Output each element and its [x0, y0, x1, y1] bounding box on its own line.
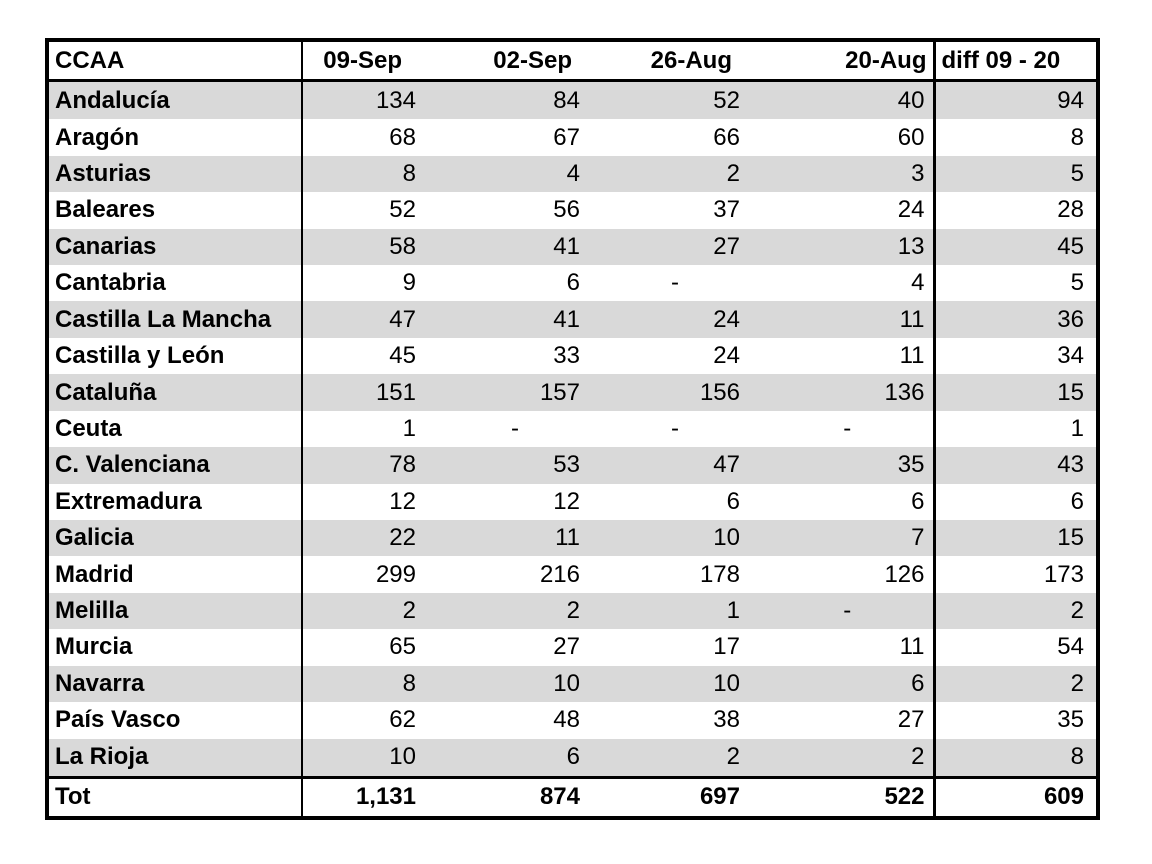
value-cell: 27	[553, 633, 580, 661]
region-name: Canarias	[49, 229, 302, 265]
value-cell: 40	[764, 81, 934, 120]
table-row	[49, 265, 1096, 301]
table-row	[49, 447, 1096, 483]
value-cell: 134	[302, 81, 444, 120]
region-name: Madrid	[49, 556, 302, 592]
value-cell: -	[764, 593, 934, 629]
diff-cell: 34	[934, 338, 1096, 374]
value-cell: 10	[444, 666, 604, 702]
value-cell: 4	[911, 269, 925, 297]
value-cell: 136	[764, 374, 934, 410]
value-cell: 68	[389, 123, 416, 151]
header-col-02-sep: 02-Sep	[444, 42, 604, 81]
diff-cell: 15	[934, 374, 1096, 410]
value-cell: 697	[604, 777, 764, 816]
value-cell: 62	[389, 706, 416, 734]
value-cell: 157	[444, 374, 604, 410]
value-cell: 41	[444, 229, 604, 265]
region-name: Melilla	[49, 593, 302, 629]
value-cell: 45	[389, 342, 416, 370]
ccaa-data-table	[49, 42, 1096, 816]
diff-cell: 35	[934, 702, 1096, 738]
total-row	[49, 777, 1096, 816]
value-cell: 1	[604, 593, 764, 629]
diff-cell: 36	[934, 301, 1096, 337]
value-cell: 52	[389, 196, 416, 224]
value-cell: 78	[302, 447, 444, 483]
table-body	[49, 42, 1096, 816]
table-row	[49, 411, 1096, 447]
value-cell: 53	[444, 447, 604, 483]
value-cell: 17	[713, 633, 740, 661]
value-cell: 84	[444, 81, 604, 120]
diff-cell: 6	[934, 484, 1096, 520]
table-row	[49, 484, 1096, 520]
value-cell: 11	[764, 301, 934, 337]
region-name: País Vasco	[49, 702, 302, 738]
value-cell: 2	[604, 156, 764, 192]
region-name: Navarra	[49, 666, 302, 702]
value-cell: 41	[444, 301, 604, 337]
value-cell: 126	[884, 560, 925, 588]
value-cell: 2	[764, 739, 934, 778]
region-name: Ceuta	[49, 411, 302, 447]
value-cell: 60	[897, 123, 925, 151]
value-cell: 299	[375, 560, 416, 588]
value-cell: 6	[911, 487, 925, 515]
value-cell: 151	[302, 374, 444, 410]
value-cell: 48	[553, 706, 580, 734]
diff-cell: 609	[934, 777, 1096, 816]
value-cell: 56	[553, 196, 580, 224]
diff-cell: 2	[934, 666, 1096, 702]
value-cell: 27	[897, 706, 925, 734]
value-cell: 6	[444, 739, 604, 778]
diff-cell: 8	[934, 119, 1096, 155]
value-cell: 66	[713, 123, 740, 151]
region-name: Cataluña	[49, 374, 302, 410]
value-cell: 2	[302, 593, 444, 629]
region-name: Asturias	[49, 156, 302, 192]
value-cell: -	[843, 414, 852, 442]
table-row	[49, 338, 1096, 374]
region-name: Extremadura	[49, 484, 302, 520]
table-row	[49, 666, 1096, 702]
ccaa-table-frame	[45, 38, 1100, 820]
diff-cell: 43	[934, 447, 1096, 483]
value-cell: 3	[764, 156, 934, 192]
table-row	[49, 520, 1096, 556]
region-name: C. Valenciana	[49, 447, 302, 483]
value-cell: 10	[302, 739, 444, 778]
table-row	[49, 739, 1096, 778]
table-row	[49, 702, 1096, 738]
value-cell: 11	[899, 633, 925, 661]
region-name: Andalucía	[49, 81, 302, 120]
table-row	[49, 192, 1096, 228]
value-cell: 24	[604, 301, 764, 337]
region-name: Castilla y León	[49, 338, 302, 374]
table-row	[49, 593, 1096, 629]
value-cell: 11	[899, 342, 925, 370]
value-cell: 1,131	[302, 777, 444, 816]
table-row	[49, 629, 1096, 665]
header-col-20-aug: 20-Aug	[764, 42, 934, 81]
value-cell: 2	[444, 593, 604, 629]
value-cell: 216	[539, 560, 580, 588]
region-name: Tot	[49, 777, 302, 816]
value-cell: -	[671, 269, 679, 297]
value-cell: 1	[402, 414, 416, 442]
value-cell: 22	[302, 520, 444, 556]
value-cell: -	[511, 414, 519, 442]
value-cell: 33	[553, 342, 580, 370]
diff-cell: 28	[934, 192, 1096, 228]
diff-cell: 173	[934, 556, 1096, 592]
value-cell: 6	[764, 666, 934, 702]
table-row	[49, 229, 1096, 265]
value-cell: 47	[604, 447, 764, 483]
value-cell: 13	[764, 229, 934, 265]
value-cell: 24	[897, 196, 925, 224]
value-cell: 7	[764, 520, 934, 556]
region-name: Murcia	[49, 629, 302, 665]
table-row	[49, 156, 1096, 192]
table-row	[49, 374, 1096, 410]
diff-cell: 54	[934, 629, 1096, 665]
value-cell: 12	[389, 487, 416, 515]
region-name: Baleares	[49, 192, 302, 228]
value-cell: 156	[604, 374, 764, 410]
value-cell: 4	[444, 156, 604, 192]
value-cell: 2	[604, 739, 764, 778]
value-cell: 67	[553, 123, 580, 151]
value-cell: 52	[604, 81, 764, 120]
header-region: CCAA	[49, 42, 302, 81]
table-row	[49, 301, 1096, 337]
value-cell: 11	[444, 520, 604, 556]
value-cell: 47	[302, 301, 444, 337]
value-cell: 58	[302, 229, 444, 265]
diff-cell: 8	[934, 739, 1096, 778]
value-cell: 12	[553, 487, 580, 515]
region-name: La Rioja	[49, 739, 302, 778]
header-col-diff: diff 09 - 20	[934, 42, 1096, 81]
value-cell: 37	[713, 196, 740, 224]
value-cell: 6	[566, 269, 580, 297]
value-cell: 10	[604, 666, 764, 702]
value-cell: 6	[726, 487, 740, 515]
header-col-09-sep: 09-Sep	[302, 42, 444, 81]
diff-cell: 45	[934, 229, 1096, 265]
region-name: Castilla La Mancha	[49, 301, 302, 337]
table-row	[49, 119, 1096, 155]
region-name: Aragón	[49, 119, 302, 155]
value-cell: 24	[713, 342, 740, 370]
value-cell: 178	[699, 560, 740, 588]
table-row	[49, 81, 1096, 120]
region-name: Cantabria	[49, 265, 302, 301]
value-cell: 65	[389, 633, 416, 661]
diff-cell: 15	[934, 520, 1096, 556]
value-cell: 9	[402, 269, 416, 297]
diff-cell: 5	[934, 156, 1096, 192]
region-name: Galicia	[49, 520, 302, 556]
value-cell: 874	[444, 777, 604, 816]
header-col-26-aug: 26-Aug	[604, 42, 764, 81]
value-cell: -	[671, 414, 679, 442]
value-cell: 10	[604, 520, 764, 556]
header-row	[49, 42, 1096, 81]
value-cell: 522	[764, 777, 934, 816]
diff-cell: 94	[934, 81, 1096, 120]
value-cell: 38	[713, 706, 740, 734]
value-cell: 8	[302, 156, 444, 192]
value-cell: 27	[604, 229, 764, 265]
value-cell: 35	[764, 447, 934, 483]
diff-cell: 5	[934, 265, 1096, 301]
diff-cell: 1	[934, 411, 1096, 447]
table-row	[49, 556, 1096, 592]
value-cell: 8	[302, 666, 444, 702]
diff-cell: 2	[934, 593, 1096, 629]
